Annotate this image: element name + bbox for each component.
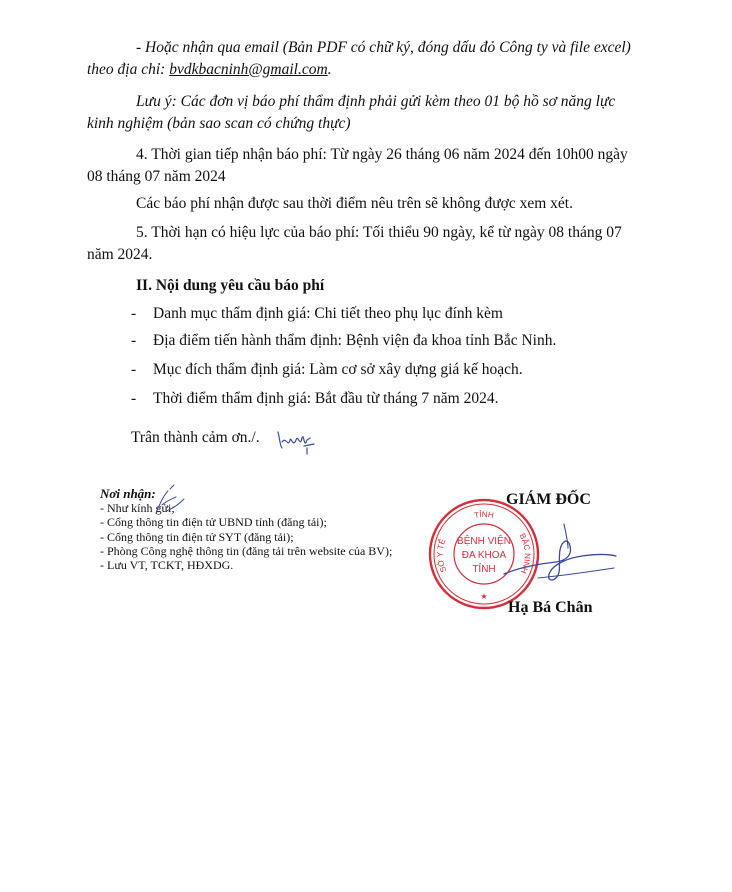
bullet-text: Địa điểm tiến hành thẩm định: Bệnh viện đa khoa tỉnh Bắc Ninh.: [153, 332, 557, 349]
email-instruction-line-2: [87, 59, 332, 81]
stamp-ring-left: SỞ Y TẾ: [435, 537, 449, 574]
email-prefix: theo địa chỉ:: [87, 61, 170, 78]
recipient-item: - Cổng thông tin điện tử SYT (đăng tải);: [100, 529, 294, 544]
director-signature: [498, 518, 622, 592]
stamp-ring-right: BẮC NINH: [517, 531, 532, 575]
stamp-ring-top: TỈNH: [473, 509, 495, 521]
bullet-dash: -: [131, 361, 137, 378]
signature-title: GIÁM ĐỐC: [506, 491, 591, 508]
stamp-star-icon: ★: [480, 592, 488, 601]
recipient-item: - Cổng thông tin điện tử UBND tỉnh (đăng tải);: [100, 515, 327, 530]
late-notice: Các báo phí nhận được sau thời điểm nêu trên sẽ không được xem xét.: [136, 195, 573, 212]
closing-text: Trân thành cảm ơn./.: [131, 429, 260, 446]
recipient-item: - Phòng Công nghệ thông tin (đăng tải trên website của BV);: [100, 543, 393, 558]
stamp-center-line-2: ĐA KHOA: [461, 550, 507, 561]
section2-bullet: [131, 359, 523, 381]
bullet-dash: -: [131, 332, 137, 349]
recipients-heading: Nơi nhận:: [100, 486, 156, 501]
section2-bullet: [131, 303, 503, 325]
note-line-2: kinh nghiệm (bản sao scan có chứng thực): [87, 115, 351, 132]
email-link[interactable]: bvdkbacninh@gmail.com: [169, 61, 328, 78]
email-instruction-line-1: - Hoặc nhận qua email (Bản PDF có chữ ký, đóng dấu đỏ Công ty và file excel): [136, 39, 631, 56]
bullet-text: Danh mục thẩm định giá: Chi tiết theo phụ lục đính kèm: [153, 305, 503, 322]
email-suffix: .: [327, 61, 332, 78]
recipient-item: - Như kính gửi;: [100, 501, 175, 516]
recipients-scribble: [150, 483, 190, 519]
recipient-item: - Lưu VT, TCKT, HĐXDG.: [100, 558, 234, 573]
bullet-text: Thời điểm thẩm định giá: Bắt đầu từ tháng 7 năm 2024.: [153, 390, 499, 407]
recipients-block: [100, 487, 392, 572]
section2-heading: II. Nội dung yêu cầu báo phí: [136, 277, 325, 294]
item4-line-1: 4. Thời gian tiếp nhận báo phí: Từ ngày 26 tháng 06 năm 2024 đến 10h00 ngày: [136, 146, 628, 163]
bullet-dash: -: [131, 390, 137, 407]
stamp-center-line-3: TỈNH: [472, 564, 496, 575]
note-line-1: Lưu ý: Các đơn vị báo phí thẩm định phải gửi kèm theo 01 bộ hồ sơ năng lực: [136, 93, 616, 110]
signer-name: Hạ Bá Chân: [508, 599, 593, 616]
section2-bullet: [131, 330, 556, 352]
bullet-text: Mục đích thẩm định giá: Làm cơ sở xây dựng giá kế hoạch.: [153, 361, 523, 378]
stamp-center-line-1: BỆNH VIỆN: [457, 536, 511, 547]
initials-scribble: [274, 426, 316, 456]
item5-line-2: năm 2024.: [87, 246, 153, 263]
bullet-dash: -: [131, 305, 137, 322]
item4-line-2: 08 tháng 07 năm 2024: [87, 168, 226, 185]
item5-line-1: 5. Thời hạn có hiệu lực của báo phí: Tối thiểu 90 ngày, kể từ ngày 08 tháng 07: [136, 224, 622, 241]
section2-bullet: [131, 388, 499, 410]
